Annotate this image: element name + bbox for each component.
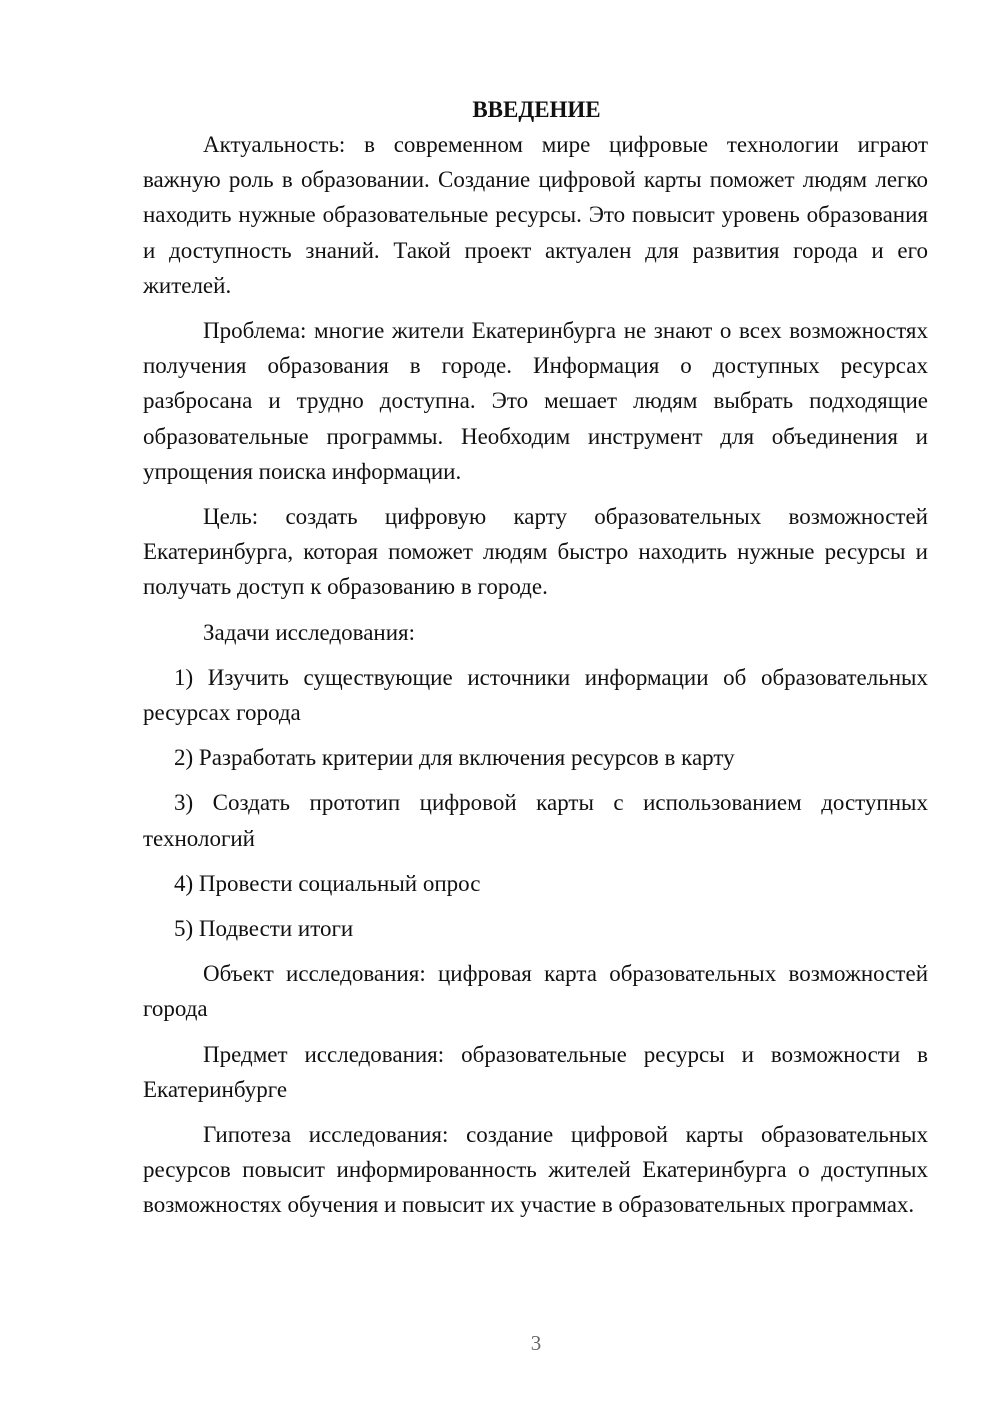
task-item: 3) Создать прототип цифровой карты с использованием доступных технологий bbox=[143, 790, 928, 851]
section-title: ВВЕДЕНИЕ bbox=[472, 97, 601, 122]
task-item: 2) Разработать критерии для включения ресурсов в карту bbox=[174, 745, 735, 771]
paragraph-relevance: Актуальность: в современном мире цифровые технологии играют важную роль в образовании. Создание цифровой карты поможет людям легко находить нужные образовательные ресурсы. Это повысит уровень образования и доступность знаний. Такой проект актуален для развития города и его жителей. bbox=[143, 132, 928, 298]
task-item: 1) Изучить существующие источники информации об образовательных ресурсах города bbox=[143, 664, 928, 726]
tasks-heading: Задачи исследования: bbox=[203, 619, 416, 645]
paragraph-hypothesis: Гипотеза исследования: создание цифровой карты образовательных ресурсов повысит информированность жителей Екатеринбурга о доступных возможностях обучения и повысит их участие в образовательных программах. bbox=[143, 1122, 928, 1218]
document-page bbox=[143, 92, 928, 1233]
page-number: 3 bbox=[530, 1331, 542, 1355]
task-item: 5) Подвести итоги bbox=[174, 916, 354, 942]
paragraph-problem: Проблема: многие жители Екатеринбурга не знают о всех возможностях получения образования в городе. Информация о доступных ресурсах разбросана и трудно доступна. Это мешает людям выбрать подходящие образовательные программы. Необходим инструмент для объединения и упрощения поиска информации. bbox=[143, 318, 928, 484]
paragraph-goal: Цель: создать цифровую карту образовательных возможностей Екатеринбурга, которая поможет людям быстро находить нужные ресурсы и получать доступ к образованию в городе. bbox=[143, 504, 928, 600]
paragraph-object: Объект исследования: цифровая карта образовательных возможностей города bbox=[143, 961, 928, 1022]
task-item: 4) Провести социальный опрос bbox=[174, 870, 481, 896]
paragraph-subject: Предмет исследования: образовательные ресурсы и возможности в Екатеринбурге bbox=[143, 1041, 928, 1102]
